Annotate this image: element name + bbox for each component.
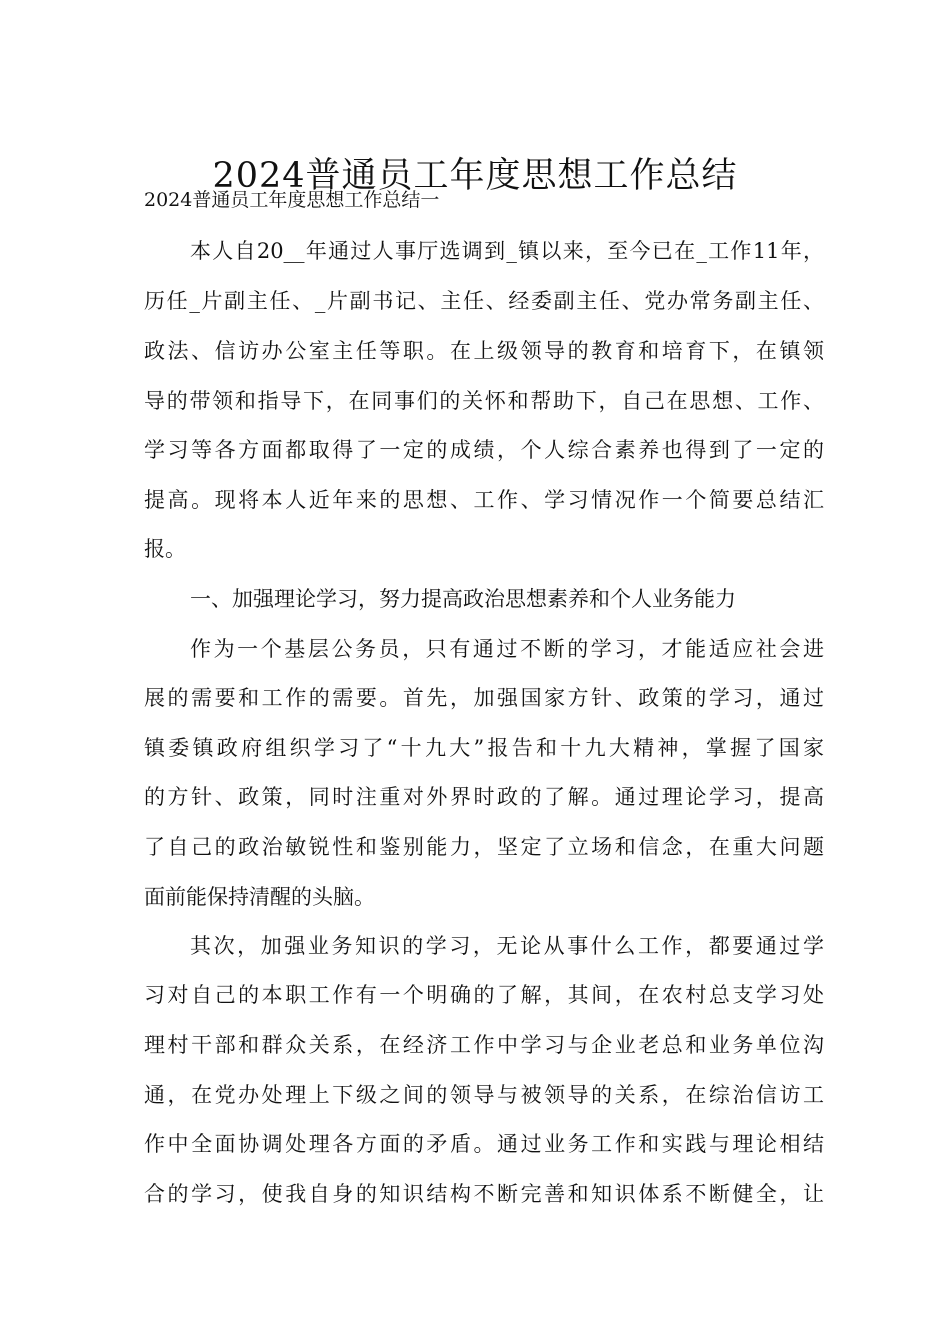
paragraph-line: 展的需要和工作的需要。首先，加强国家方针、政策的学习，通过 xyxy=(144,686,824,710)
paragraph-line: 通，在党办处理上下级之间的领导与被领导的关系，在综治信访工 xyxy=(144,1083,824,1107)
paragraph-line: 作为一个基层公务员，只有通过不断的学习，才能适应社会进 xyxy=(190,637,824,661)
paragraph-line: 政法、信访办公室主任等职。在上级领导的教育和培育下，在镇领 xyxy=(144,339,824,363)
paragraph-line: 提高。现将本人近年来的思想、工作、学习情况作一个简要总结汇 xyxy=(144,488,824,512)
paragraph-line: 合的学习，使我自身的知识结构不断完善和知识体系不断健全，让 xyxy=(144,1182,824,1206)
document-title: 2024普通员工年度思想工作总结 xyxy=(212,156,738,197)
paragraph-line: 其次，加强业务知识的学习，无论从事什么工作，都要通过学 xyxy=(190,934,824,958)
paragraph-line: 导的带领和指导下，在同事们的关怀和帮助下，自己在思想、工作、 xyxy=(144,389,824,413)
paragraph-line: 作中全面协调处理各方面的矛盾。通过业务工作和实践与理论相结 xyxy=(144,1132,824,1156)
paragraph-line: 历任_片副主任、_片副书记、主任、经委副主任、党办常务副主任、 xyxy=(144,289,824,313)
paragraph-line: 面前能保持清醒的头脑。 xyxy=(144,885,375,909)
section-heading: 一、加强理论学习，努力提高政治思想素养和个人业务能力 xyxy=(190,587,736,611)
paragraph-line: 学习等各方面都取得了一定的成绩，个人综合素养也得到了一定的 xyxy=(144,438,824,462)
paragraph-line: 理村干部和群众关系，在经济工作中学习与企业老总和业务单位沟 xyxy=(144,1033,824,1057)
paragraph-line: 习对自己的本职工作有一个明确的了解，其间，在农村总支学习处 xyxy=(144,983,824,1007)
paragraph-line: 本人自20__年通过人事厅选调到_镇以来，至今已在_工作11年， xyxy=(190,239,824,263)
document-subtitle: 2024普通员工年度思想工作总结一 xyxy=(144,189,440,211)
paragraph-line: 了自己的政治敏锐性和鉴别能力，坚定了立场和信念，在重大问题 xyxy=(144,835,824,859)
paragraph-line: 报。 xyxy=(144,537,186,561)
paragraph-line: 镇委镇政府组织学习了“十九大”报告和十九大精神，掌握了国家 xyxy=(144,736,824,760)
paragraph-line: 的方针、政策，同时注重对外界时政的了解。通过理论学习，提高 xyxy=(144,785,824,809)
